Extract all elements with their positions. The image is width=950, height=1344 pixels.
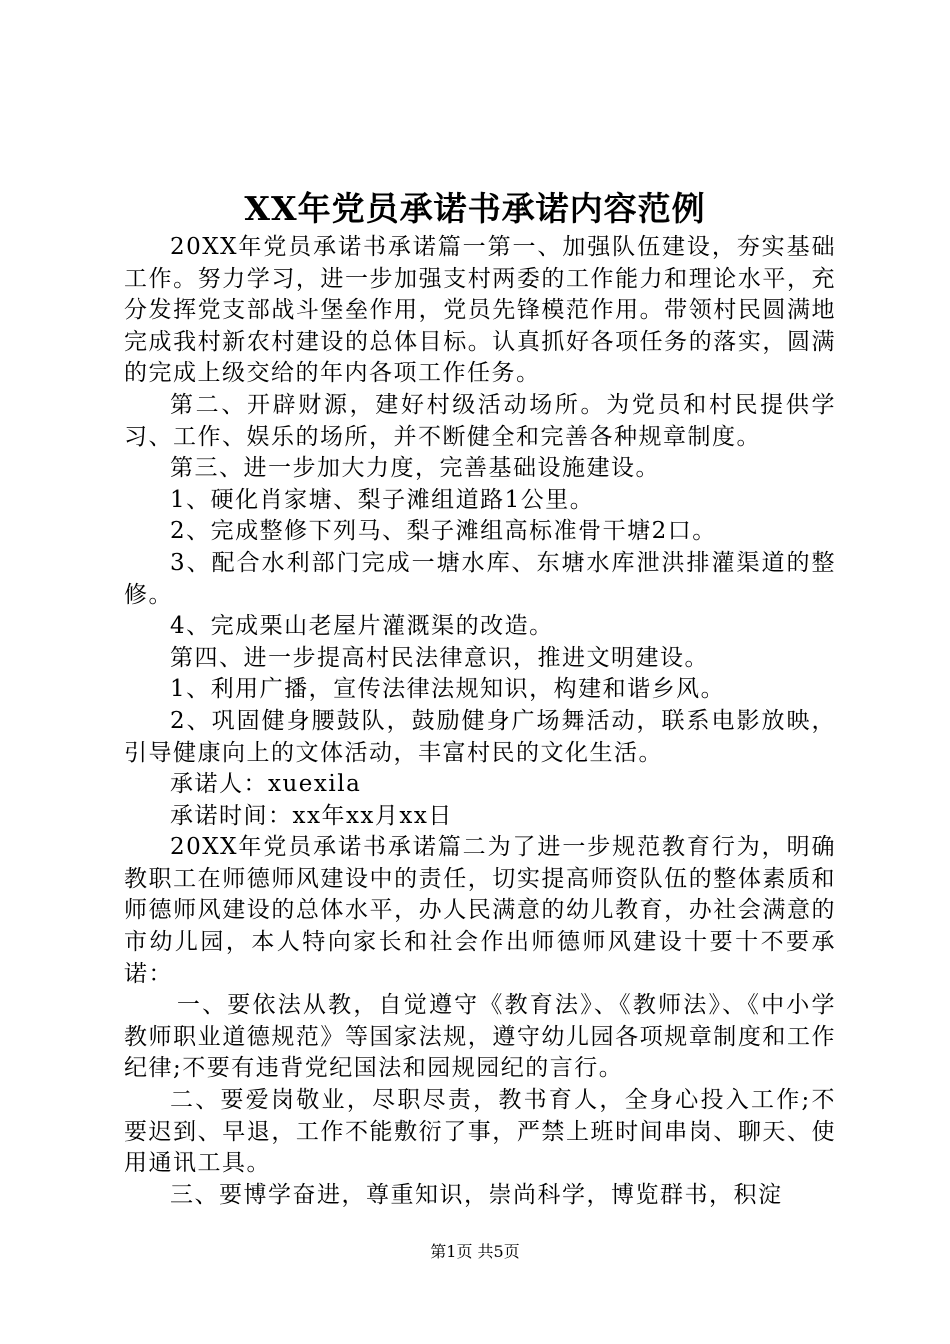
paragraph: 2、巩固健身腰鼓队，鼓励健身广场舞活动，联系电影放映，引导健康向上的文体活动，丰富村民的文化生活。 (124, 707, 836, 766)
paragraph: 2、完成整修下列马、梨子滩组高标准骨干塘2口。 (170, 518, 717, 545)
paragraph: 1、利用广播，宣传法律法规知识，构建和谐乡风。 (170, 676, 726, 703)
date-line: 承诺时间：xx年xx月xx日 (170, 802, 453, 829)
paragraph: 3、配合水利部门完成一塘水库、东塘水库泄洪排灌渠道的整修。 (124, 549, 836, 608)
document-body (124, 232, 836, 1211)
paragraph: 二、要爱岗敬业，尽职尽责，教书育人，全身心投入工作;不要迟到、早退，工作不能敷衍了事，严禁上班时间串岗、聊天、使用通讯工具。 (124, 1087, 836, 1177)
paragraph: 三、要博学奋进，尊重知识，崇尚科学，博览群书，积淀 (170, 1181, 783, 1208)
signatory-line: 承诺人：xuexila (170, 771, 362, 798)
paragraph: 第三、进一步加大力度，完善基础设施建设。 (170, 455, 660, 482)
paragraph: 4、完成栗山老屋片灌溉渠的改造。 (170, 613, 554, 640)
paragraph: 第四、进一步提高村民法律意识，推进文明建设。 (170, 644, 709, 671)
paragraph: 第二、开辟财源，建好村级活动场所。为党员和村民提供学习、工作、娱乐的场所，并不断健全和完善各种规章制度。 (124, 391, 836, 450)
paragraph: 一、要依法从教，自觉遵守《教育法》、《教师法》、《中小学教师职业道德规范》等国家法规，遵守幼儿园各项规章制度和工作纪律;不要有违背党纪国法和园规园纪的言行。 (124, 992, 836, 1082)
paragraph: 20XX年党员承诺书承诺篇二为了进一步规范教育行为，明确教职工在师德师风建设中的责任，切实提高师资队伍的整体素质和师德师风建设的总体水平，办人民满意的幼儿教育，办社会满意的市幼儿园，本人特向家长和社会作出师德师风建设十要十不要承诺： (124, 834, 836, 987)
paragraph: 20XX年党员承诺书承诺篇一第一、加强队伍建设，夯实基础工作。努力学习，进一步加强支村两委的工作能力和理论水平，充分发挥党支部战斗堡垒作用，党员先锋模范作用。带领村民圆满地完成我村新农村建设的总体目标。认真抓好各项任务的落实，圆满的完成上级交给的年内各项工作任务。 (124, 234, 836, 387)
paragraph: 1、硬化肖家塘、梨子滩组道路1公里。 (170, 486, 595, 513)
document-title: XX年党员承诺书承诺内容范例 (244, 189, 706, 228)
page-number-footer: 第1页 共5页 (430, 1242, 520, 1261)
